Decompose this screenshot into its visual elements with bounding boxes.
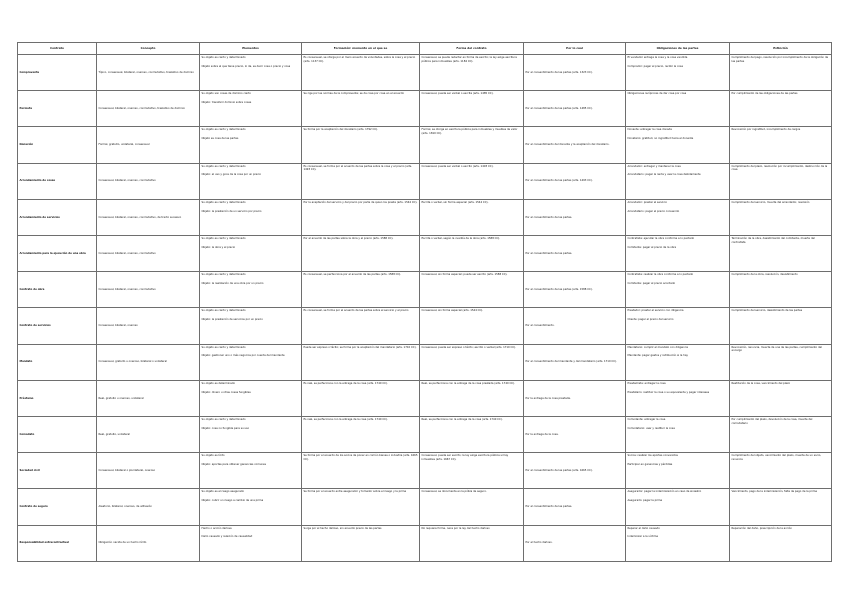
elements-cell-line: Su objeto son cosas de dominio cierto [201, 92, 251, 96]
elements-cell [200, 380, 302, 416]
contract-name-cell: Préstamo [18, 380, 97, 416]
elements-cell [200, 453, 302, 489]
obligations-cell [626, 199, 730, 235]
formation-cell [302, 236, 420, 272]
extinction-cell-line: Cumplimiento del plazo, resolución por incumplimiento, destrucción de la cosa [731, 164, 828, 172]
table-row [18, 380, 832, 416]
concept-cell: Consensual, bilateral, oneroso [97, 308, 200, 344]
obligations-cell-line: Comitente: pagar el precio de la obra [627, 245, 677, 249]
obligations-cell-line: Arrendador: prestar el servicio [627, 200, 667, 204]
obligations-cell-line: Asegurado: pagar la prima [627, 499, 663, 503]
contract-name-cell: Mandato [18, 344, 97, 380]
formation-cell [302, 199, 420, 235]
obligations-cell-line: Cliente: pagar el precio del servicio [627, 318, 674, 322]
obligations-cell-line: Asegurador: pagar la indemnización en caso de siniestro [627, 490, 702, 494]
formation-cell-line: Es consensual, se perfecciona por el acuerdo de las partes (arts. 1588 CC). [303, 273, 402, 277]
formation-cell [302, 380, 420, 416]
formation-cell-line: Por el acuerdo de las partes sobre la obra y el precio (arts. 1588 CC). [303, 237, 394, 241]
table-row [18, 308, 832, 344]
formation-cell [302, 308, 420, 344]
extinction-cell-line: Vencimiento, pago de la indemnización, falta de pago de la prima [731, 490, 817, 494]
obligations-cell [626, 525, 730, 561]
formation-cell-line: Se forma por el acuerdo de los socios de poner en común bienes o industria (arts. 1665 CC). [303, 454, 418, 461]
form-cell [420, 55, 524, 91]
concept-cell: Consensual, bilateral, oneroso, conmutativo [97, 163, 200, 199]
extinction-cell [730, 417, 832, 453]
form-cell [420, 417, 524, 453]
elements-cell-line: Objeto: gestionar uno o más negocios por cuenta del mandante [201, 354, 285, 358]
form-cell-line: Real, se perfecciona con la entrega de la cosa (arts. 1740 CC). [421, 418, 503, 422]
form-cell-line: Consensual, sin forma especial; puede ser escrito (arts. 1588 CC). [421, 273, 508, 277]
obligations-cell-line: Participar en ganancias y pérdidas [627, 462, 673, 466]
formation-cell-line: Es real, se perfecciona con la entrega de la cosa (arts. 1740 CC). [303, 381, 388, 385]
extinction-cell-line: Por cumplimiento de las obligaciones de las partes [731, 92, 798, 96]
contract-name-cell: Contrato de obra [18, 272, 97, 308]
extinction-cell-line: Cumplimiento del servicio, muerte del arrendador, rescisión [731, 200, 810, 204]
concept-cell: Consensual, bilateral, oneroso, conmutativo [97, 272, 200, 308]
form-cell [420, 344, 524, 380]
table-row [18, 199, 832, 235]
concept-cell: Consensual, bilateral, oneroso, conmutativo, traslativo de dominio [97, 91, 200, 127]
form-cell [420, 91, 524, 127]
extinction-cell-line: Revocación, renuncia, muerte de una de las partes, cumplimiento del encargo [731, 345, 822, 353]
obligations-cell-line: Contratista: realizar la obra conforme a lo pactado [627, 273, 694, 277]
obligations-cell-line: Arrendatario: pagar el precio convenido [627, 209, 680, 213]
extinction-cell [730, 489, 832, 525]
obligations-cell-line: Reparar el daño causado [627, 526, 660, 530]
form-cell-line: Consensual, se documenta en la póliza de seguro. [421, 490, 487, 494]
elements-cell [200, 91, 302, 127]
extinction-cell [730, 199, 832, 235]
header-row [18, 43, 832, 55]
extinction-cell [730, 525, 832, 561]
elements-cell-line: Hecho o acción dañosa [201, 526, 232, 530]
reason-cell: Por el consentimiento del donante y la aceptación del donatario. [524, 127, 626, 163]
extinction-cell-line: Cumplimiento del pago, resolución por incumplimiento de la obligación de las partes [731, 56, 829, 63]
extinction-cell [730, 127, 832, 163]
concept-cell: Típico, consensual, bilateral, oneroso, conmutativo, traslativo de dominio [97, 55, 200, 91]
form-cell [420, 163, 524, 199]
contract-name-cell: Contrato de seguro [18, 489, 97, 525]
form-cell-line: Consensual, puede ser escrito; la ley exige escritura pública si hay inmuebles (arts. 1667 CC). [421, 454, 509, 461]
obligations-cell-line: Comitente: pagar el precio acordado [627, 281, 676, 285]
contract-name-cell: Arrendamiento de cosas [18, 163, 97, 199]
obligations-cell-line: Socios: realizar los aportes convenidos [627, 454, 678, 458]
reason-cell: Por el consentimiento de las partes. [524, 236, 626, 272]
table-row [18, 272, 832, 308]
elements-cell [200, 489, 302, 525]
concept-cell: Formal, gratuito, unilateral, consensual [97, 127, 200, 163]
concept-cell: Consensual, bilateral, oneroso, conmutativo [97, 236, 200, 272]
table-row [18, 55, 832, 91]
column-header: Forma del contrato [420, 43, 524, 55]
obligations-cell [626, 236, 730, 272]
elements-cell-line: Su objeto es cierto y determinado [201, 273, 246, 277]
table-row [18, 525, 832, 561]
concept-cell: Consensual, gratuito u oneroso, bilateral o unilateral [97, 344, 200, 380]
obligations-cell-line: Contratista: ejecutar la obra conforme a lo pactado [627, 237, 695, 241]
elements-cell-line: Su objeto es cierto y determinado [201, 309, 246, 313]
table-row [18, 163, 832, 199]
elements-cell-line: Objeto: la realización de una obra por un precio [201, 281, 264, 285]
obligations-cell [626, 127, 730, 163]
obligations-cell-line: Mandante: pagar gastos y retribución si la hay [627, 354, 688, 358]
formation-cell-line: Es consensual, se forma por el acuerdo de las partes sobre la cosa y el precio (arts. 1493 CC). [303, 164, 413, 172]
obligations-cell-line: Arrendatario: pagar la renta y usar la cosa debidamente [627, 173, 701, 177]
form-cell-line: Consensual, se puede redactar en forma de escrito; la ley exige escritura pública para inmuebles (arts. 1184 CC). [421, 56, 517, 63]
table-row [18, 489, 832, 525]
extinction-cell [730, 55, 832, 91]
form-cell [420, 199, 524, 235]
concept-cell: Obligación nacida de un hecho ilícito [97, 525, 200, 561]
elements-cell-line: Objeto: cubrir un riesgo a cambio de una prima [201, 499, 264, 503]
extinction-cell-line: Restitución de la cosa, vencimiento del plazo [731, 381, 791, 385]
form-cell-line: Escrita o verbal, sin forma especial (arts. 1544 CC). [421, 200, 489, 204]
table-row [18, 91, 832, 127]
elements-cell [200, 199, 302, 235]
extinction-cell-line: Cumplimiento de la obra, resolución, desistimiento [731, 273, 798, 277]
reason-cell: Por la entrega de la cosa prestada. [524, 380, 626, 416]
elements-cell-line: Objeto: la prestación de servicios por un precio [201, 318, 263, 322]
column-header: Extinción [730, 43, 832, 55]
obligations-cell-line: Indemnizar a la víctima [627, 535, 658, 539]
form-cell-line: Escrita o verbal, según la cuantía de la obra (arts. 1588 CC). [421, 237, 501, 241]
formation-cell-line: Por la aceptación del servicio y del precio por parte de quien los presta (arts. 1544 CC). [303, 200, 418, 204]
concept-cell: Aleatorio, bilateral, oneroso, de adhesión [97, 489, 200, 525]
formation-cell-line: Se forma por el acuerdo entre asegurador y tomador sobre el riesgo y la prima [303, 490, 407, 494]
obligations-cell-line: Comodante: entregar la cosa [627, 418, 666, 422]
elements-cell [200, 308, 302, 344]
extinction-cell-line: Revocación por ingratitud, incumplimiento de cargos [731, 128, 801, 132]
elements-cell-line: Su objeto es el riesgo asegurado [201, 490, 245, 494]
elements-cell [200, 344, 302, 380]
formation-cell-line: Es real, se perfecciona con la entrega de la cosa (arts. 1740 CC). [303, 418, 388, 422]
formation-cell [302, 127, 420, 163]
extinction-cell-line: Cumplimiento del objeto, vencimiento del plazo, muerte de un socio, renuncia [731, 454, 822, 461]
obligations-cell-line: Mandatario: cumplir el mandato con diligencia [627, 345, 688, 349]
obligations-cell [626, 489, 730, 525]
reason-cell: Por el hecho dañoso. [524, 525, 626, 561]
form-cell-line: Consensual, sin forma especial (arts. 1544 CC). [421, 309, 484, 313]
form-cell-line: Consensual, puede ser expreso o tácito; escrito o verbal (arts. 1710 CC). [421, 345, 516, 349]
column-header: Formación: momento en el que se [302, 43, 420, 55]
elements-cell-line: Daño causado y relación de causalidad [201, 535, 253, 539]
formation-cell-line: Es consensual, se otorga por el mero acuerdo de voluntades, sobre la cosa y el precio (arts. 1137 CC). [303, 56, 416, 63]
obligations-cell [626, 417, 730, 453]
formation-cell [302, 417, 420, 453]
elements-cell-line: Su objeto es lícito [201, 454, 225, 458]
column-header: Obligaciones de las partes [626, 43, 730, 55]
elements-cell [200, 272, 302, 308]
obligations-cell [626, 453, 730, 489]
table-body [18, 55, 832, 562]
contract-name-cell: Permuta [18, 91, 97, 127]
elements-cell [200, 236, 302, 272]
reason-cell: Por el consentimiento de las partes (arts. 1485 CC). [524, 91, 626, 127]
table-row [18, 417, 832, 453]
elements-cell-line: Su objeto es cierto y determinado [201, 128, 246, 132]
form-cell-line: No requiere forma, nace por la ley del hecho dañoso [421, 526, 490, 530]
formation-cell [302, 272, 420, 308]
obligations-cell [626, 380, 730, 416]
elements-cell [200, 163, 302, 199]
form-cell [420, 525, 524, 561]
elements-cell-line: Su objeto es cierto y determinado [201, 345, 246, 349]
contract-name-cell: Arrendamiento para la ejecución de una obra [18, 236, 97, 272]
obligations-cell [626, 272, 730, 308]
reason-cell: Por la entrega de la cosa. [524, 417, 626, 453]
column-header: Contrato [18, 43, 97, 55]
reason-cell: Por el consentimiento de las partes (arts. 1323 CC). [524, 55, 626, 91]
obligations-cell-line: Arrendador: entregar y mantener la cosa [627, 164, 681, 168]
form-cell-line: Consensual, puede ser verbal o escrito (arts. 1493 CC). [421, 164, 494, 168]
extinction-cell [730, 308, 832, 344]
elements-cell-line: Su objeto es cierto y determinado [201, 418, 246, 422]
contract-name-cell: Arrendamiento de servicios [18, 199, 97, 235]
formation-cell-line: Es consensual, se forma por el acuerdo de las partes sobre el servicio y el precio [303, 309, 409, 313]
extinction-cell [730, 380, 832, 416]
obligations-cell-line: El vendedor entrega la cosa y la cosa vendida [627, 56, 688, 59]
formation-cell [302, 489, 420, 525]
extinction-cell [730, 236, 832, 272]
reason-cell: Por el consentimiento de las partes (arts. 1588 CC). [524, 272, 626, 308]
formation-cell-line: Se forma por la aceptación del donatario (arts. 1792 CC). [303, 128, 378, 132]
table-row [18, 344, 832, 380]
elements-cell-line: Objeto: la obra y el precio [201, 245, 236, 249]
column-header: Elementos [200, 43, 302, 55]
extinction-cell [730, 453, 832, 489]
elements-cell-line: Objeto: transferir dominio sobre cosas [201, 100, 252, 104]
reason-cell: Por el consentimiento de las partes (arts. 1493 CC). [524, 163, 626, 199]
form-cell-line: Real, se perfecciona con la entrega de la cosa prestada (arts. 1740 CC). [421, 381, 515, 385]
extinction-cell-line: Cumplimiento del servicio, desistimiento de las partes [731, 309, 803, 313]
elements-cell-line: Objeto: aportes para obtener ganancias comunes [201, 462, 266, 466]
formation-cell [302, 163, 420, 199]
obligations-cell [626, 55, 730, 91]
reason-cell: Por el consentimiento de las partes. [524, 489, 626, 525]
obligations-cell-line: Prestamista: entregar la cosa [627, 381, 666, 385]
form-cell-line: Formal, se otorga en escritura pública para inmuebles y muebles de valor (arts. 1810 CC). [421, 128, 518, 136]
contract-name-cell: Sociedad civil [18, 453, 97, 489]
obligations-cell [626, 308, 730, 344]
elements-cell-line: Su objeto es cierto y determinado [201, 56, 246, 59]
column-header: Concepto [97, 43, 200, 55]
form-cell [420, 453, 524, 489]
obligations-cell [626, 91, 730, 127]
obligations-cell-line: Comprador: pagar el precio, recibir la cosa [627, 64, 683, 68]
extinction-cell [730, 344, 832, 380]
formation-cell [302, 344, 420, 380]
obligations-cell-line: Prestatario: restituir la cosa o su equivalente y pagar intereses [627, 390, 710, 394]
elements-cell [200, 525, 302, 561]
extinction-cell [730, 163, 832, 199]
elements-cell [200, 127, 302, 163]
contract-name-cell: Comodato [18, 417, 97, 453]
elements-cell-line: Objeto sobre el que tiene precio, lo da, es decir cosa o precio y cosa [201, 64, 291, 68]
extinction-cell [730, 91, 832, 127]
obligations-cell-line: Obligaciones recíprocas de dar cosa por cosa [627, 92, 687, 96]
extinction-cell [730, 272, 832, 308]
form-cell [420, 127, 524, 163]
contract-name-cell: Donación [18, 127, 97, 163]
form-cell [420, 272, 524, 308]
obligations-cell-line: Donatario: gratitud, no ingratitud hacia el donante [627, 137, 694, 141]
column-header: Por lo cual [524, 43, 626, 55]
form-cell [420, 308, 524, 344]
form-cell [420, 489, 524, 525]
reason-cell: Por el consentimiento de las partes. [524, 199, 626, 235]
concept-cell: Consensual, bilateral, oneroso, conmutativo, de tracto sucesivo [97, 199, 200, 235]
obligations-cell-line: Comodatario: usar y restituir la cosa [627, 426, 675, 430]
formation-cell [302, 453, 420, 489]
elements-cell [200, 417, 302, 453]
form-cell-line: Consensual, puede ser verbal o escrita (arts. 1485 CC). [421, 92, 494, 96]
contracts-comparison-table [17, 42, 832, 562]
reason-cell: Por el consentimiento. [524, 308, 626, 344]
obligations-cell-line: Donante: entregar la cosa donada [627, 128, 672, 132]
obligations-cell [626, 344, 730, 380]
table-row [18, 453, 832, 489]
obligations-cell [626, 163, 730, 199]
extinction-cell-line: Por cumplimiento del plazo, devolución de la cosa, muerte del comodatario [731, 418, 813, 425]
reason-cell: Por el consentimiento de las partes (arts. 1665 CC). [524, 453, 626, 489]
elements-cell-line: Objeto: cosa no fungible para su uso [201, 426, 250, 430]
extinction-cell-line: Terminación de la obra, desistimiento del comitente, muerte del contratista [731, 237, 815, 244]
table-row [18, 236, 832, 272]
elements-cell-line: Su objeto es cierto y determinado [201, 237, 246, 241]
elements-cell-line: Su objeto es cierto y determinado [201, 200, 246, 204]
formation-cell-line: Puede ser expreso o tácito; se forma por la aceptación del mandatario (arts. 1710 CC). [303, 345, 417, 349]
formation-cell [302, 55, 420, 91]
extinction-cell-line: Reparación del daño, prescripción de la acción [731, 526, 793, 530]
elements-cell-line: Su objeto es cierto y determinado [201, 164, 246, 168]
contract-name-cell: Responsabilidad extracontractual [18, 525, 97, 561]
formation-cell [302, 91, 420, 127]
concept-cell: Real, gratuito u oneroso, unilateral [97, 380, 200, 416]
table-row [18, 127, 832, 163]
reason-cell: Por el consentimiento del mandante y del mandatario (arts. 1710 CC). [524, 344, 626, 380]
elements-cell-line: Objeto es cosa de las partes [201, 137, 239, 141]
contract-name-cell: Contrato de servicios [18, 308, 97, 344]
form-cell [420, 236, 524, 272]
elements-cell-line: Objeto: el uso y goce de la cosa por un precio [201, 173, 261, 177]
obligations-cell-line: Prestador: prestar el servicio con diligencia [627, 309, 684, 313]
elements-cell-line: Objeto: dinero u otras cosas fungibles [201, 390, 251, 394]
form-cell [420, 380, 524, 416]
concept-cell: Consensual, bilateral o plurilateral, oneroso [97, 453, 200, 489]
elements-cell [200, 55, 302, 91]
formation-cell-line: Surge por el hecho dañoso, sin acuerdo previo de las partes [303, 526, 382, 530]
contract-name-cell: Compraventa [18, 55, 97, 91]
elements-cell-line: Su objeto es determinado [201, 381, 235, 385]
formation-cell-line: Se rige por las normas de la compraventa; se da cosa por cosa en el acuerdo [303, 92, 404, 96]
concept-cell: Real, gratuito, unilateral [97, 417, 200, 453]
formation-cell [302, 525, 420, 561]
elements-cell-line: Objeto: la prestación de un servicio por precio [201, 209, 262, 213]
